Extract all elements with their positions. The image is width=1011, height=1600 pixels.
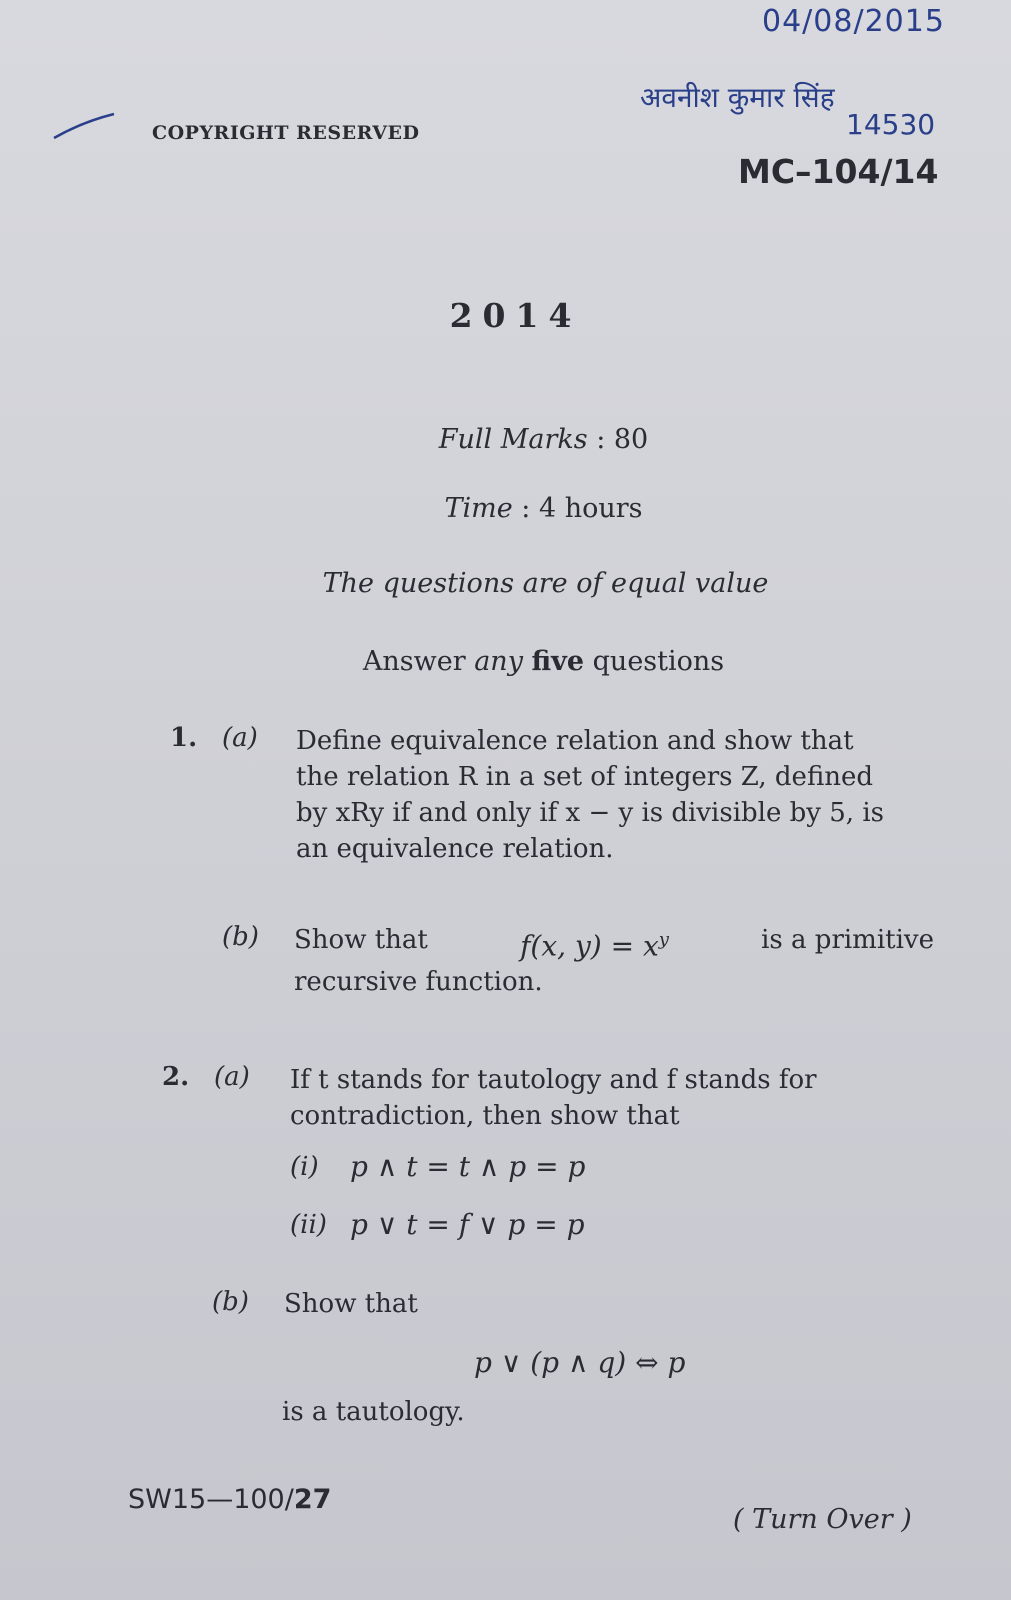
question-2b-math: p ∨ (p ∧ q) ⇔ p xyxy=(474,1346,686,1379)
question-2a-i-label: (i) xyxy=(290,1152,319,1182)
footer-code xyxy=(128,1484,331,1515)
answer-five: five xyxy=(531,646,585,677)
equal-value-note: The questions are of equal value xyxy=(322,568,769,599)
full-marks-value: 80 xyxy=(613,424,649,455)
q1b-show-that: Show that xyxy=(294,925,428,955)
q1a-line-2: the relation R in a set of integers Z, defined xyxy=(296,762,874,792)
time-label: Time xyxy=(444,493,513,524)
q2a-line-1: If t stands for tautology and f stands for xyxy=(290,1065,817,1095)
full-marks-label: Full Marks xyxy=(438,424,588,455)
question-1a-text xyxy=(296,723,936,867)
answer-pre: Answer xyxy=(362,646,466,677)
q1b-primitive: is a primitive xyxy=(761,925,934,955)
q1a-line-3: by xRy if and only if x − y is divisible by 5, is xyxy=(296,798,884,828)
question-2a-ii-math: p ∨ t = f ∨ p = p xyxy=(350,1208,585,1241)
question-1b-text xyxy=(294,922,934,1000)
handwritten-date: 04/08/2015 xyxy=(762,4,945,39)
exam-time: Time : 4 hours xyxy=(444,493,643,524)
q1a-line-1: Define equivalence relation and show that xyxy=(296,726,854,756)
question-2b-text: Show that xyxy=(284,1289,418,1319)
handwritten-roll-number: 14530 xyxy=(846,108,936,141)
handwritten-tick-mark xyxy=(52,112,116,142)
question-1a-label: (a) xyxy=(222,723,258,753)
q1b-line-2: recursive function. xyxy=(294,967,543,998)
copyright-notice: COPYRIGHT RESERVED xyxy=(152,122,420,144)
q2a-line-2: contradiction, then show that xyxy=(290,1101,680,1131)
exam-year: 2014 xyxy=(449,296,582,335)
question-2b-label: (b) xyxy=(212,1287,249,1317)
full-marks: Full Marks : 80 xyxy=(438,424,649,455)
turn-over-note: ( Turn Over ) xyxy=(733,1504,912,1535)
question-2-number: 2. xyxy=(162,1062,190,1092)
q1b-math-base: f(x, y) = x xyxy=(520,929,659,963)
q1b-math xyxy=(520,922,669,964)
q1a-line-4: an equivalence relation. xyxy=(296,834,614,864)
q1b-math-sup: y xyxy=(658,929,669,950)
answer-post: questions xyxy=(592,646,725,677)
answer-any: any xyxy=(474,646,523,677)
footer-code-bold: 27 xyxy=(293,1484,332,1515)
question-2a-i-math: p ∧ t = t ∧ p = p xyxy=(350,1150,586,1183)
answer-instruction xyxy=(38,646,1011,677)
footer-code-main: SW15—100/ xyxy=(128,1484,294,1515)
question-2a-text xyxy=(290,1062,930,1134)
question-1-number: 1. xyxy=(170,723,198,753)
paper-code: MC–104/14 xyxy=(738,152,939,191)
question-1b-label: (b) xyxy=(222,922,259,952)
question-2a-ii-label: (ii) xyxy=(290,1210,327,1240)
question-2a-label: (a) xyxy=(214,1062,250,1092)
handwritten-name: अवनीश कुमार सिंह xyxy=(640,81,835,114)
time-value: 4 hours xyxy=(538,493,643,524)
question-2b-text-2: is a tautology. xyxy=(282,1397,465,1427)
